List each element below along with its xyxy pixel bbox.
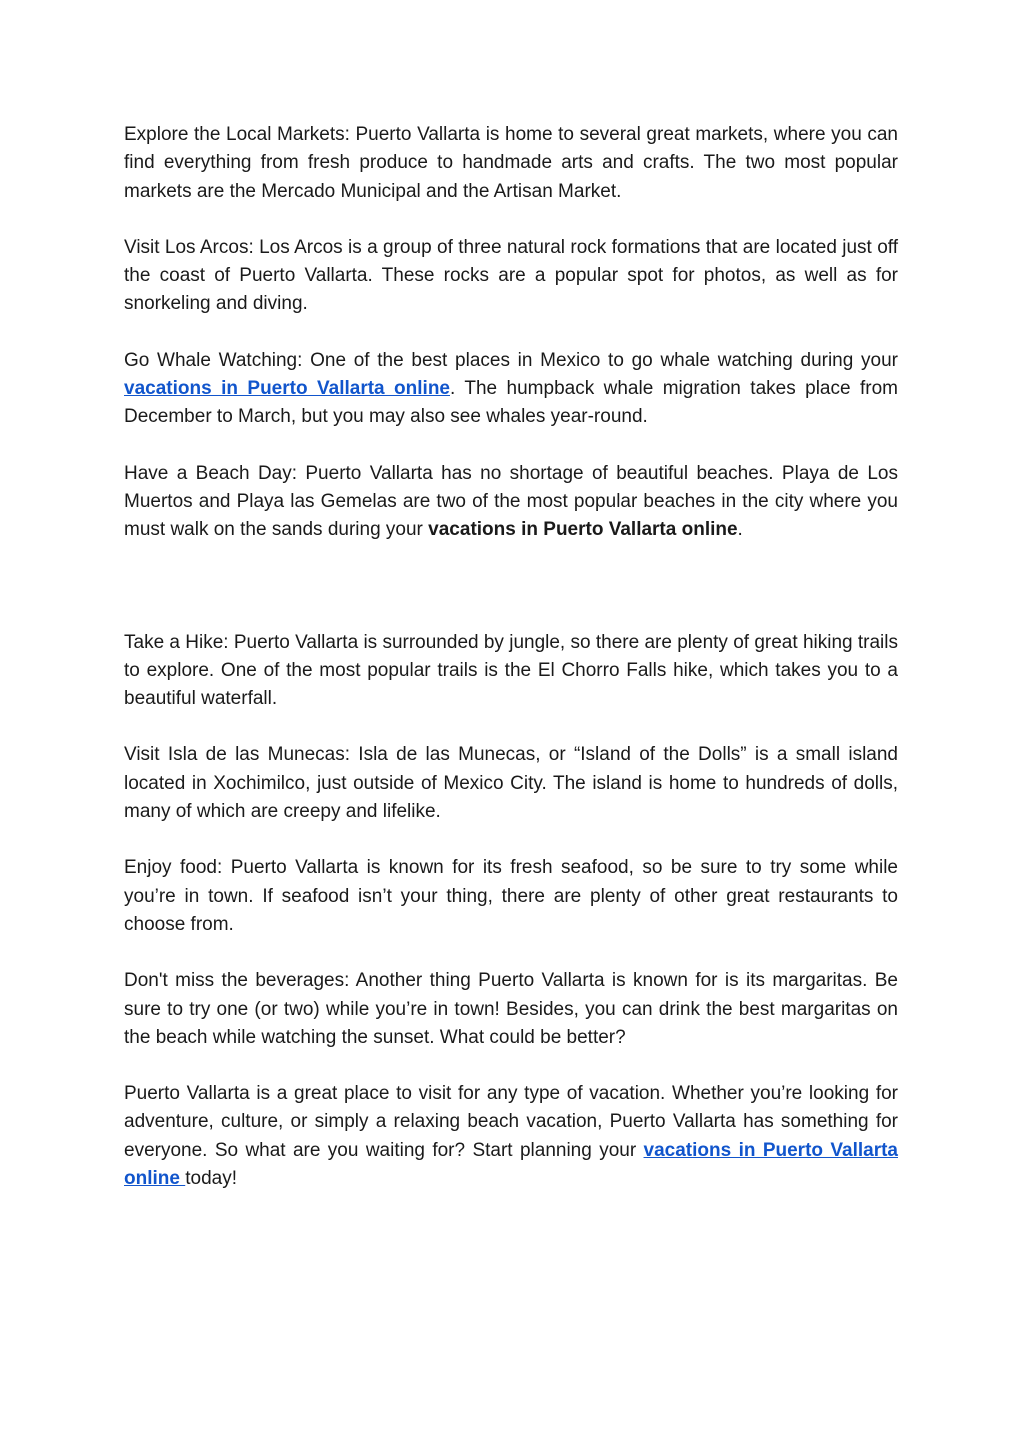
paragraph-closing [124, 1080, 898, 1193]
paragraph-text: . The humpback whale migration takes place from December to March, but you may also see whales year-round. [124, 378, 898, 428]
paragraph-text: Go Whale Watching: One of the best places in Mexico to go whale watching during your [124, 349, 898, 371]
blank-spacer [124, 573, 898, 629]
document-body [124, 121, 898, 1221]
paragraph-text: Visit Los Arcos: Los Arcos is a group of three natural rock formations that are located just off the coast of Puerto Vallarta. These rocks are a popular spot for photos, as well as for snorkeling and diving. [124, 236, 898, 315]
vacations-link[interactable]: vacations in Puerto Vallarta online [124, 1139, 898, 1190]
paragraph-text: today! [185, 1168, 237, 1190]
bold-keyword: vacations in Puerto Vallarta online [428, 519, 738, 541]
paragraph-text: Don't miss the beverages: Another thing Puerto Vallarta is known for is its margaritas. Be sure to try one (or two) while you’re in town! Besides, you can drink the best margaritas on the beach while watching the sunset. What could be better? [124, 970, 898, 1048]
paragraph-isla-munecas [124, 741, 898, 826]
paragraph-los-arcos [124, 234, 898, 319]
paragraph-text: Take a Hike: Puerto Vallarta is surrounded by jungle, so there are plenty of great hiking trails to explore. One of the most popular trails is the El Chorro Falls hike, which takes you to a beautiful waterfall. [124, 631, 898, 710]
paragraph-beverages [124, 967, 898, 1052]
paragraph-text: Have a Beach Day: Puerto Vallarta has no shortage of beautiful beaches. Playa de Los Muertos and Playa las Gemelas are two of the most popular beaches in the city where you must walk on the sands during your [124, 462, 898, 541]
paragraph-text: Puerto Vallarta is a great place to visit for any type of vacation. Whether you’re looking for adventure, culture, or simply a relaxing beach vacation, Puerto Vallarta has something for everyone. So what are you waiting for? Start planning your [124, 1083, 898, 1161]
paragraph-local-markets [124, 121, 898, 206]
paragraph-text: Explore the Local Markets: Puerto Vallarta is home to several great markets, where you can find everything from fresh produce to handmade arts and crafts. The two most popular markets are the Mercado Municipal and the Artisan Market. [124, 124, 898, 202]
paragraph-beach-day [124, 460, 898, 545]
paragraph-text: Enjoy food: Puerto Vallarta is known for its fresh seafood, so be sure to try some while you’re in town. If seafood isn’t your thing, there are plenty of other great restaurants to choose from. [124, 857, 898, 935]
paragraph-text: Visit Isla de las Munecas: Isla de las Munecas, or “Island of the Dolls” is a small island located in Xochimilco, just outside of Mexico City. The island is home to hundreds of dolls, many of which are creepy and lifelike. [124, 744, 898, 823]
paragraph-text: . [737, 519, 743, 541]
paragraph-food [124, 854, 898, 939]
paragraph-hike [124, 629, 898, 714]
vacations-link[interactable]: vacations in Puerto Vallarta online [124, 378, 450, 400]
paragraph-whale-watching [124, 347, 898, 432]
